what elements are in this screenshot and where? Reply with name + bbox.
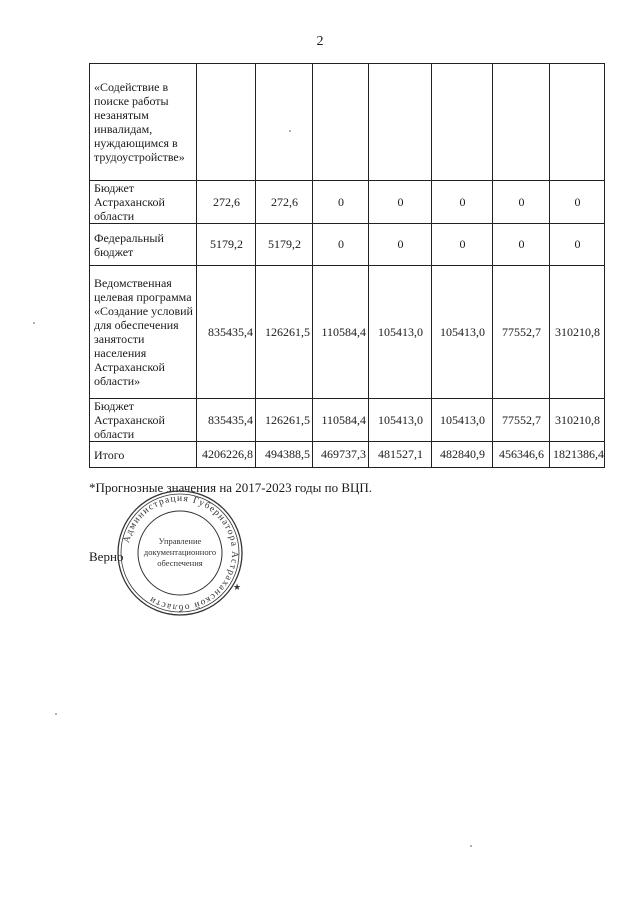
table-row xyxy=(90,64,605,181)
row-label-text: «Содействие в поиске работы незанятым инвалидам, нуждающимся в трудоустройстве» xyxy=(94,80,185,164)
seal-star-icon: ★ xyxy=(233,582,242,592)
cell-value: 456346,6 xyxy=(493,442,550,468)
cell-value: 4206226,8 xyxy=(197,442,256,468)
seal-outer-text: Администрация Губернатора Астраханской области xyxy=(122,493,240,613)
cell-value: 1821386,4 xyxy=(550,442,605,468)
cell-value: 105413,0 xyxy=(432,399,493,442)
cell-value xyxy=(550,64,605,181)
footnote: *Прогнозные значения на 2017-2023 годы по ВЦП. xyxy=(89,480,373,495)
row-label: Бюджет Астраханской области xyxy=(90,399,197,442)
cell-value: 105413,0 xyxy=(432,266,493,399)
cell-value: 835435,4 xyxy=(197,399,256,442)
cell-value: 481527,1 xyxy=(369,442,432,468)
cell-value: 0 xyxy=(493,181,550,224)
cell-value: 126261,5 xyxy=(256,266,313,399)
cell-value xyxy=(197,64,256,181)
cell-value: 310210,8 xyxy=(550,399,605,442)
cell-value: 0 xyxy=(550,224,605,266)
cell-value: 105413,0 xyxy=(369,399,432,442)
verification-mark: Верно xyxy=(89,549,124,564)
seal-inner-line: обеспечения xyxy=(157,558,203,568)
row-label xyxy=(90,64,197,181)
cell-value: 0 xyxy=(550,181,605,224)
cell-value: 0 xyxy=(369,181,432,224)
table-row xyxy=(90,399,605,442)
table-row xyxy=(90,224,605,266)
cell-value: 482840,9 xyxy=(432,442,493,468)
scan-speck xyxy=(33,322,35,324)
cell-value: 469737,3 xyxy=(313,442,369,468)
cell-value: 105413,0 xyxy=(369,266,432,399)
cell-value: 77552,7 xyxy=(493,266,550,399)
seal-inner-line: Управление xyxy=(158,536,202,546)
scan-speck xyxy=(55,713,57,715)
cell-value: 0 xyxy=(369,224,432,266)
cell-value: 310210,8 xyxy=(550,266,605,399)
row-label: Итого xyxy=(90,442,197,468)
scan-speck xyxy=(470,845,472,847)
table-row xyxy=(90,442,605,468)
budget-table xyxy=(89,63,605,468)
cell-value xyxy=(432,64,493,181)
table-row xyxy=(90,266,605,399)
cell-value: 272,6 xyxy=(197,181,256,224)
cell-value: 0 xyxy=(493,224,550,266)
scan-speck xyxy=(289,130,291,132)
row-label: Бюджет Астраханской области xyxy=(90,181,197,224)
cell-value: 110584,4 xyxy=(313,266,369,399)
cell-value: 5179,2 xyxy=(256,224,313,266)
cell-value: 0 xyxy=(432,181,493,224)
page-number: 2 xyxy=(316,34,324,49)
cell-value: 0 xyxy=(313,181,369,224)
table-row xyxy=(90,181,605,224)
cell-value: 835435,4 xyxy=(197,266,256,399)
cell-value: 0 xyxy=(313,224,369,266)
cell-value xyxy=(313,64,369,181)
cell-value: 272,6 xyxy=(256,181,313,224)
cell-value: 110584,4 xyxy=(313,399,369,442)
row-label: Ведомственная целевая программа «Создание условий для обеспечения занятости населения Астраханской области» xyxy=(90,266,197,399)
cell-value xyxy=(493,64,550,181)
cell-value xyxy=(369,64,432,181)
cell-value xyxy=(256,64,313,181)
row-label: Федеральный бюджет xyxy=(90,224,197,266)
cell-value: 0 xyxy=(432,224,493,266)
official-seal xyxy=(115,488,245,618)
seal-inner-line: документационного xyxy=(143,547,217,557)
cell-value: 5179,2 xyxy=(197,224,256,266)
cell-value: 494388,5 xyxy=(256,442,313,468)
cell-value: 77552,7 xyxy=(493,399,550,442)
cell-value: 126261,5 xyxy=(256,399,313,442)
